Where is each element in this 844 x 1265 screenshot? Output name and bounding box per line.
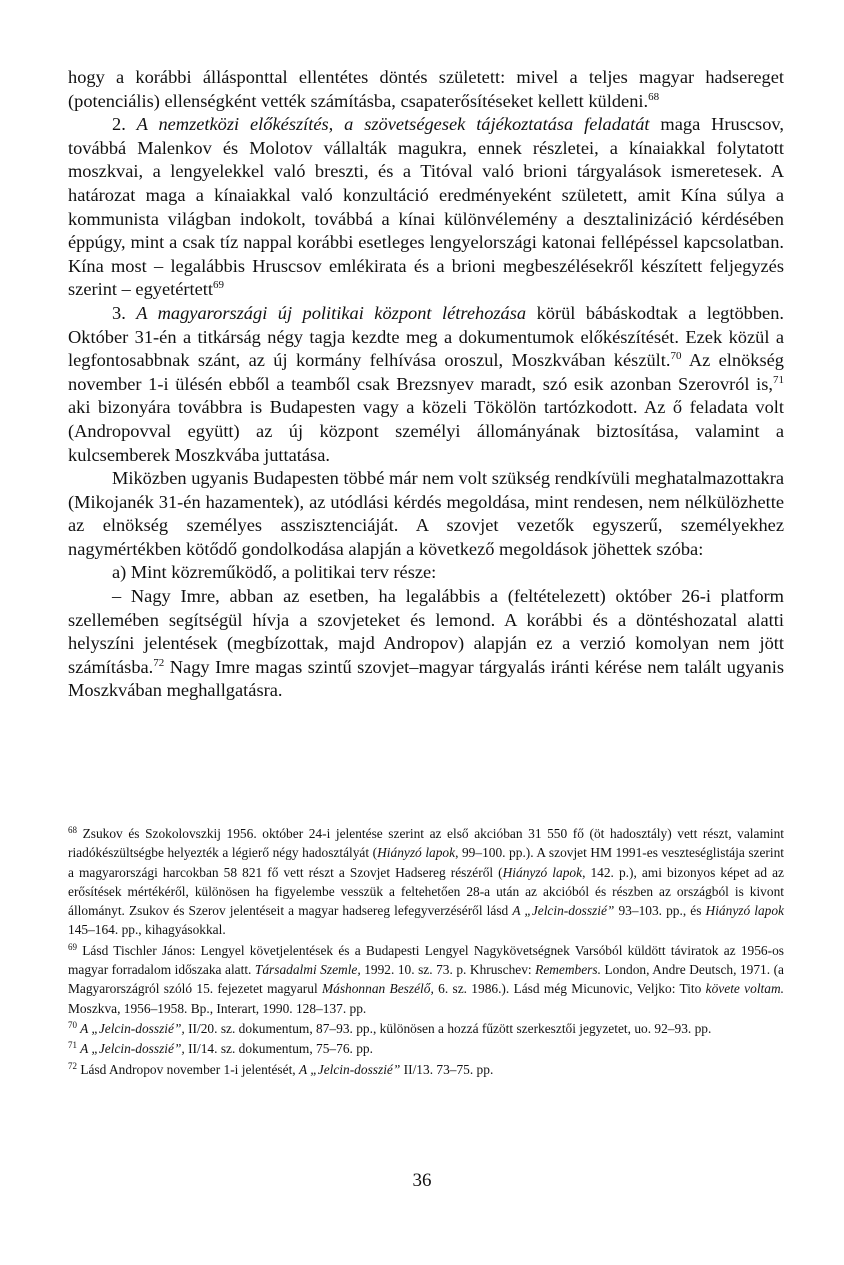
footnote-72-text: Lásd Andropov november 1-i jelentését, <box>77 1061 300 1077</box>
footnote-69-citation: követe voltam. <box>705 981 784 997</box>
footnote-68-text: , 99–100. pp.). A szovjet HM 1991-es veszteséglistája szerint a magyarországi harcokban 58 821 fő vett részt a Szovjet Hadsereg részéről ( <box>68 845 785 880</box>
paragraph-3-text-3: aki bizonyára továbbra is Budapesten vagy a közeli Tökölön tartózkodott. Az ő feladata volt (Andropovval együtt) az új központ személyi állományának biztosítása, valamint a kulcsemberek Moszkvába juttatása. <box>68 397 784 465</box>
footnote-72 <box>68 1060 784 1079</box>
paragraph-2-number: 2. <box>112 114 137 135</box>
page-number: 36 <box>412 1170 432 1191</box>
footnote-68-citation: Hiányzó lapok <box>705 903 785 919</box>
paragraph-2-title: A nemzetközi előkészítés, a szövetségesek tájékoztatása feladatát <box>136 114 650 135</box>
footnote-68-text: , 142. p.), ami bizonyos képet ad az erősítések mértékéről, különösen ha figyelembe vesszük a feltehetően 28-a után az akcióból és részben az országból is kivont állományt. Zsukov és Szerov jelentéseit a magyar hadsereg lefegyverzéséről lásd <box>68 864 784 919</box>
footnote-69-text: 6. sz. 1986.). Lásd még Micunovic, Veljko: Tito <box>433 981 706 997</box>
footnote-71 <box>68 1039 784 1058</box>
footnote-ref-70[interactable]: 70 <box>670 350 682 363</box>
footnote-69-number: 69 <box>68 941 77 952</box>
footnote-68-citation: Hiányzó lapok <box>502 864 583 880</box>
paragraph-6-text-1: – Nagy Imre, abban az esetben, ha legalábbis a (feltételezett) október 26-i platform szellemében segítségül hívja a szovjeteket és lemond. A korábbi és a döntéshozatal alatti helyszíni jelentések (megbízottak, majd Andropov) alapján ez a verzió komolyan nem jött számításba. <box>68 586 784 677</box>
footnote-69-text: Moszkva, 1956–1958. Bp., Interart, 1990. 128–137. pp. <box>68 1000 367 1016</box>
footnote-68-citation: Hiányzó lapok <box>377 845 456 861</box>
footnote-68-citation: A „Jelcin-dosszié” <box>512 903 615 919</box>
footnote-72-number: 72 <box>68 1060 77 1071</box>
paragraph-5: a) Mint közreműködő, a politikai terv része: <box>112 562 437 583</box>
paragraph-3-title: A magyarországi új politikai központ létrehozása <box>136 302 527 323</box>
paragraph-3 <box>68 302 784 467</box>
paragraph-3-text-2: Az elnökség november 1-i ülésén ebből a teamből csak Brezsnyev maradt, szó esik azonban Szerovról is, <box>68 350 784 394</box>
footnote-ref-72[interactable]: 72 <box>153 656 165 669</box>
footnote-68 <box>68 824 784 940</box>
footnote-69-text: 1992. 10. sz. 73. p. Khruschev: <box>360 962 536 978</box>
footnote-ref-69[interactable]: 69 <box>213 279 225 292</box>
paragraph-3-number: 3. <box>112 302 137 323</box>
footnote-70-citation: A „Jelcin-dosszié”, <box>77 1020 185 1036</box>
paragraph-2-text: maga Hruscsov, továbbá Malenkov és Molotov vállalták magukra, ennek részletei, a kínaiakkal folytatott moszkvai, a lengyelekkel való breszti, és a Titóval való brioni tárgyalások ismeretesek. A határozat maga a kínaiakkal való konzultáció eredményeként született, amit Kína súlya a kommunista világban indokolt, továbbá a kínai különvélemény a desztalinizáció kérdésében éppúgy, mint a csak tíz nappal korábbi esetleges lengyelországi katonai fellépéssel kapcsolatban. Kína most – legalábbis Hruscsov emlékirata és a brioni megbeszélésekről készített feljegyzés szerint – egyetértett <box>68 114 784 300</box>
footnote-68-text: 145–164. pp., kihagyásokkal. <box>68 922 226 938</box>
footnote-71-citation: A „Jelcin-dosszié”, <box>77 1041 185 1057</box>
footnote-70-text: II/20. sz. dokumentum, 87–93. pp., különösen a hozzá fűzött szerkesztői jegyzetet, uo. 92–93. pp. <box>184 1020 712 1036</box>
footnote-69-citation: Máshonnan Beszélő, <box>321 981 434 997</box>
paragraph-6-text-2: Nagy Imre magas szintű szovjet–magyar tárgyalás iránti kérése nem talált ugyanis Moszkvában meghallgatásra. <box>68 656 784 701</box>
footnote-71-text: II/14. sz. dokumentum, 75–76. pp. <box>184 1041 373 1057</box>
paragraph-4: Miközben ugyanis Budapesten többé már nem volt szükség rendkívüli meghatalmazottakra (Mikojanék 31-én hazamentek), az utódlási kérdés megoldása, mint rendesen, nem nélkülözhette az elnökség személyes asszisztenciáját. A szovjet vezetők egyszerű, személyekhez nagymértékben kötődő gondolkodása alapján a következő megoldások jöhettek szóba: <box>68 468 784 559</box>
footnote-70 <box>68 1019 784 1038</box>
footnote-70-number: 70 <box>68 1019 77 1030</box>
footnote-69 <box>68 941 784 1018</box>
footnote-ref-68[interactable]: 68 <box>648 90 660 103</box>
footnote-71-number: 71 <box>68 1040 77 1051</box>
footnote-68-text: Zsukov és Szokolovszkij 1956. október 24-i jelentése szerint az első akcióban 31 550 fő (öt hadosztály) vett részt, valamint riadókészültségbe helyezték a légierő négy hadosztályát ( <box>68 826 784 861</box>
footnote-ref-71[interactable]: 71 <box>773 373 784 386</box>
footnotes <box>68 824 784 1080</box>
footnote-69-text: Lásd Tischler János: Lengyel követjelentések és a Budapesti Lengyel Nagykövetségnek Varsóból küldött táviratok az 1956-os magyar forradalom időszaka alatt. <box>68 942 784 978</box>
footnote-68-text: 93–103. pp., és <box>614 903 706 919</box>
paragraph-1-text: hogy a korábbi állásponttal ellentétes döntés született: mivel a teljes magyar hadsereget (potenciális) ellenségként vették számításba, csapaterősítéseket kellett küldeni. <box>68 67 784 111</box>
main-text <box>68 66 784 703</box>
paragraph-2 <box>68 113 784 302</box>
footnote-72-text: II/13. 73–75. pp. <box>400 1061 494 1077</box>
footnote-69-citation: Remembers. <box>535 962 601 978</box>
footnote-68-number: 68 <box>68 825 77 835</box>
footnote-69-citation: Társadalmi Szemle, <box>254 962 361 978</box>
paragraph-1 <box>68 66 784 113</box>
paragraph-3-text-1: körül bábáskodtak a legtöbben. Október 31-én a titkárság négy tagja kezdte meg a dokumentumok előkészítését. Ezek közül a legfontosabbnak szánt, az új kormány felhívása oroszul, Moszkvában készült. <box>68 302 785 371</box>
paragraph-6 <box>68 585 784 703</box>
footnote-69-text: London, Andre Deutsch, 1971. (a Magyarországról szóló 15. fejezetet magyarul <box>68 962 784 997</box>
footnote-72-citation: A „Jelcin-dosszié” <box>299 1061 401 1077</box>
